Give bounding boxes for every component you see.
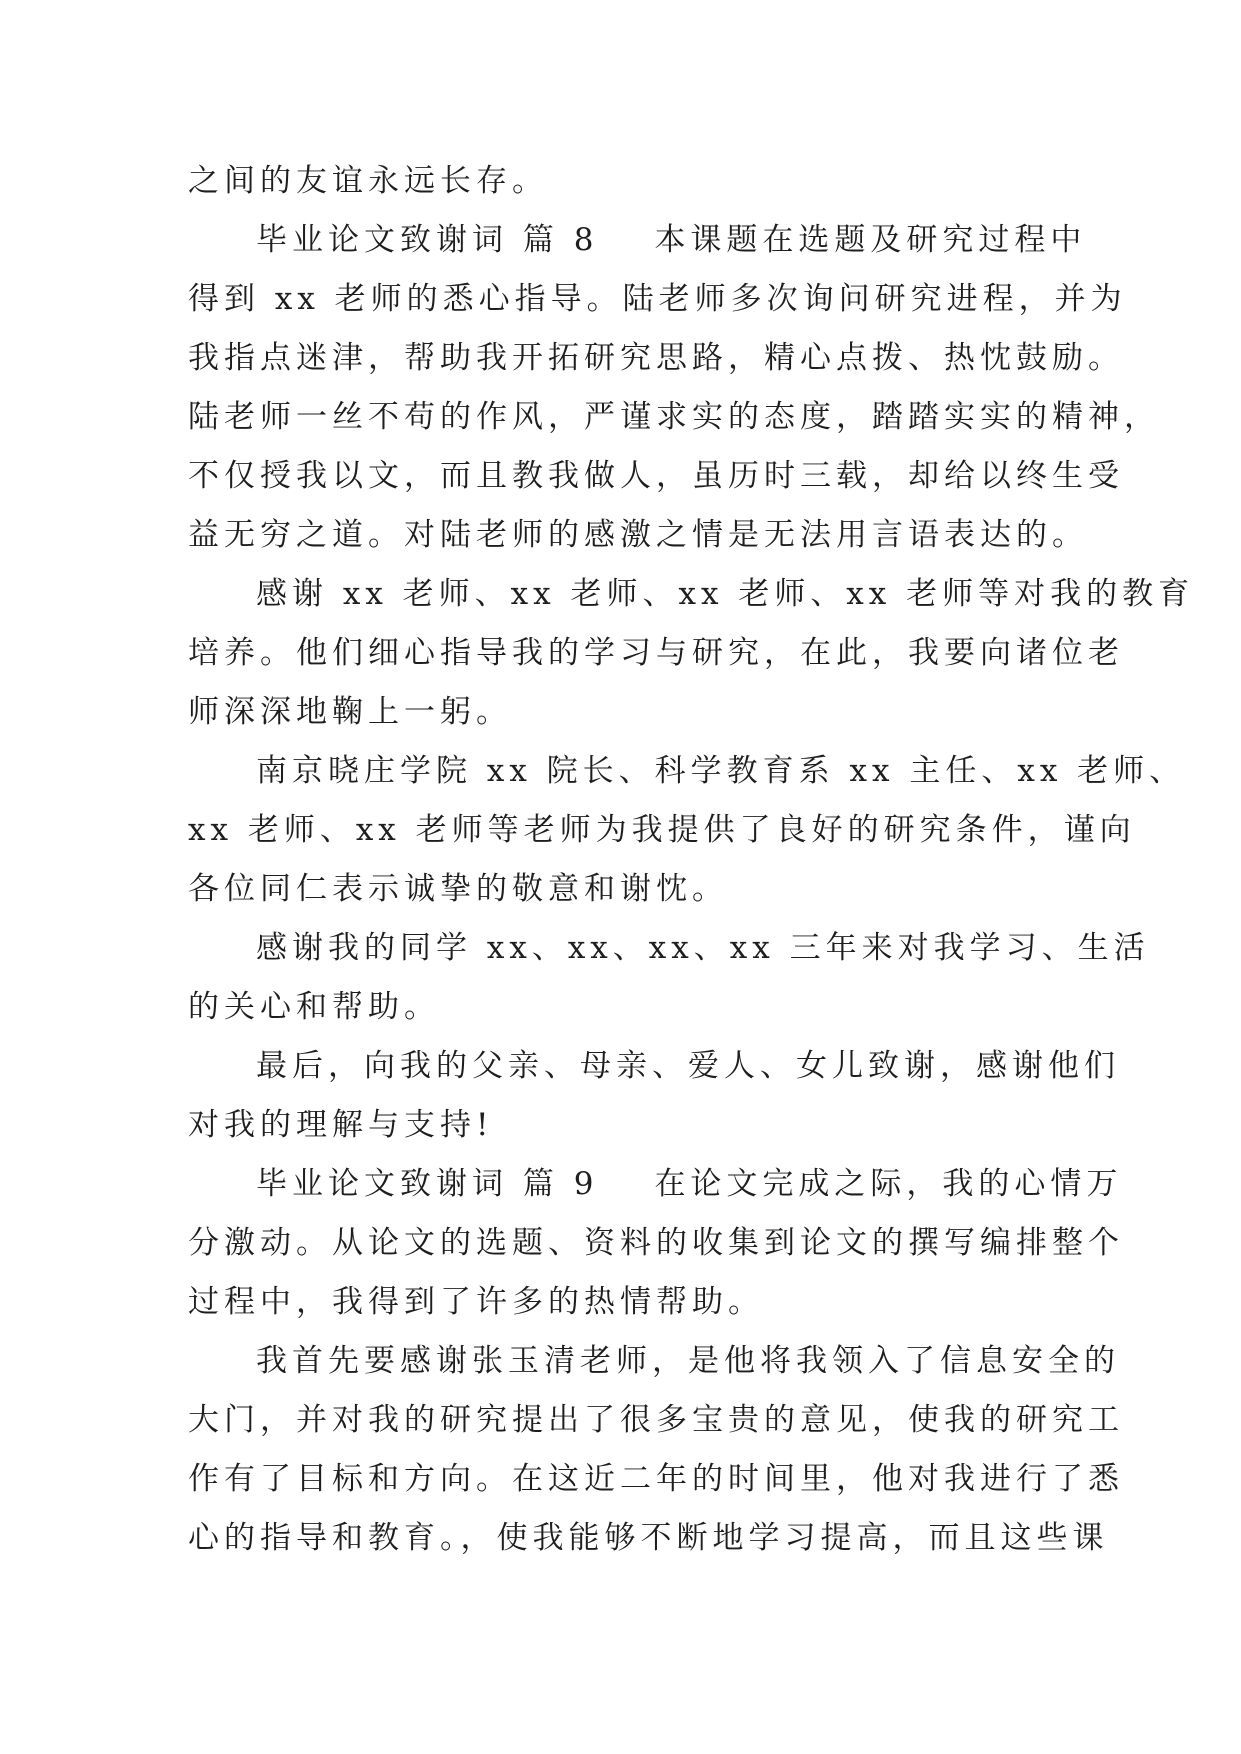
text-line: xx 老师、xx 老师等老师为我提供了良好的研究条件，谨向 (188, 812, 1136, 848)
text-segment: 在论文完成之际，我的心情万 (654, 1166, 1123, 1202)
text-line: 师深深地鞠上一躬。 (188, 694, 512, 730)
text-line: 感谢 xx 老师、xx 老师、xx 老师、xx 老师等对我的教育 (256, 576, 1195, 612)
document-body (188, 152, 1195, 1568)
section-heading: 毕业论文致谢词 篇 9 (256, 1166, 599, 1202)
text-line: 的关心和帮助。 (188, 989, 440, 1025)
text-line: 最后，向我的父亲、母亲、爱人、女儿致谢，感谢他们 (256, 1048, 1120, 1084)
text-line: 各位同仁表示诚挚的敬意和谢忱。 (188, 871, 728, 907)
text-line: 我指点迷津，帮助我开拓研究思路，精心点拨、热忱鼓励。 (188, 340, 1124, 376)
text-segment: 本课题在选题及研究过程中 (654, 222, 1087, 258)
text-line: 益无穷之道。对陆老师的感激之情是无法用言语表达的。 (188, 517, 1088, 553)
text-line: 不仅授我以文，而且教我做人，虽历时三载，却给以终生受 (188, 458, 1124, 494)
text-line: 陆老师一丝不苟的作风，严谨求实的态度，踏踏实实的精神， (188, 399, 1160, 435)
text-line: 过程中，我得到了许多的热情帮助。 (188, 1284, 764, 1320)
text-line: 心的指导和教育。，使我能够不断地学习提高，而且这些课 (188, 1520, 1109, 1556)
section-heading-line (188, 211, 1087, 270)
text-line: 南京晓庄学院 xx 院长、科学教育系 xx 主任、xx 老师、 (256, 753, 1186, 789)
text-line: 培养。他们细心指导我的学习与研究，在此，我要向诸位老 (188, 635, 1124, 671)
text-line: 感谢我的同学 xx、xx、xx、xx 三年来对我学习、生活 (256, 930, 1150, 966)
text-line: 我首先要感谢张玉清老师，是他将我领入了信息安全的 (256, 1343, 1120, 1379)
section-heading-line (188, 1155, 1123, 1214)
text-line: 分激动。从论文的选题、资料的收集到论文的撰写编排整个 (188, 1225, 1124, 1261)
text-line: 作有了目标和方向。在这近二年的时间里，他对我进行了悉 (188, 1461, 1124, 1497)
text-line: 大门，并对我的研究提出了很多宝贵的意见，使我的研究工 (188, 1402, 1124, 1438)
text-line: 对我的理解与支持! (188, 1107, 494, 1143)
section-heading: 毕业论文致谢词 篇 8 (256, 222, 599, 258)
text-line: 之间的友谊永远长存。 (188, 163, 548, 199)
text-line: 得到 xx 老师的悉心指导。陆老师多次询问研究进程，并为 (188, 281, 1127, 317)
